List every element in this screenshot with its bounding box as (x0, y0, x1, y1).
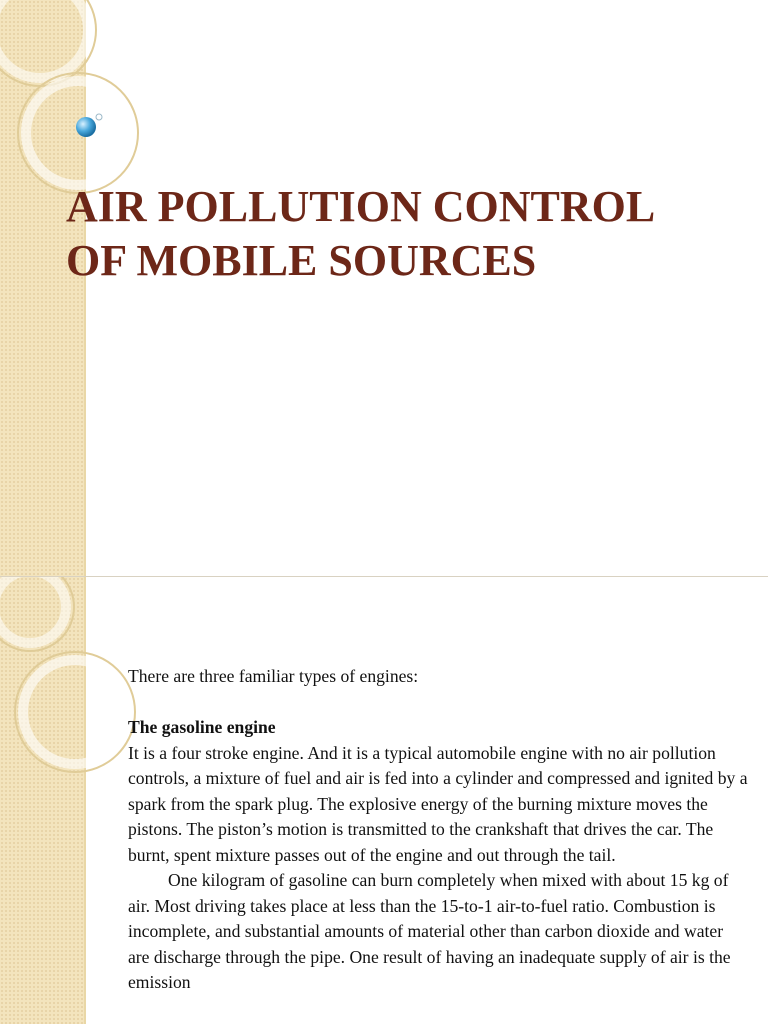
blue-bullet-icon (76, 117, 96, 137)
body-text (128, 664, 748, 996)
paragraph-1: It is a four stroke engine. And it is a typical automobile engine with no air pollution controls, a mixture of fuel and air is fed into a cylinder and compressed and ignited by a spark from the spark plug. The explosive energy of the burning mixture moves the pistons. The piston’s motion is transmitted to the crankshaft that drives the car. The burnt, spent mixture passes out of the engine and out through the tail. (128, 742, 748, 865)
decorative-ring-top (0, 0, 88, 78)
paragraph-2: One kilogram of gasoline can burn completely when mixed with about 15 kg of air. Most driving takes place at less than the 15-to-1 air-to-fuel ratio. Combustion is incomplete, and substantial amounts of material other than carbon dioxide and water are discharge through the pipe. One result of having an inadequate supply of air is the emission (128, 870, 731, 992)
section-heading: The gasoline engine (128, 717, 276, 737)
intro-line: There are three familiar types of engines: (128, 666, 419, 686)
small-ring-icon (96, 114, 102, 120)
decorative-ring-top (0, 577, 66, 643)
decorative-rings (0, 0, 200, 200)
decorative-ring-middle (23, 660, 127, 764)
spacer (128, 690, 748, 716)
decorative-ring-middle-outline (15, 652, 135, 772)
slide-title: AIR POLLUTION CONTROL OF MOBILE SOURCES (66, 182, 656, 285)
content-slide (0, 577, 768, 1024)
